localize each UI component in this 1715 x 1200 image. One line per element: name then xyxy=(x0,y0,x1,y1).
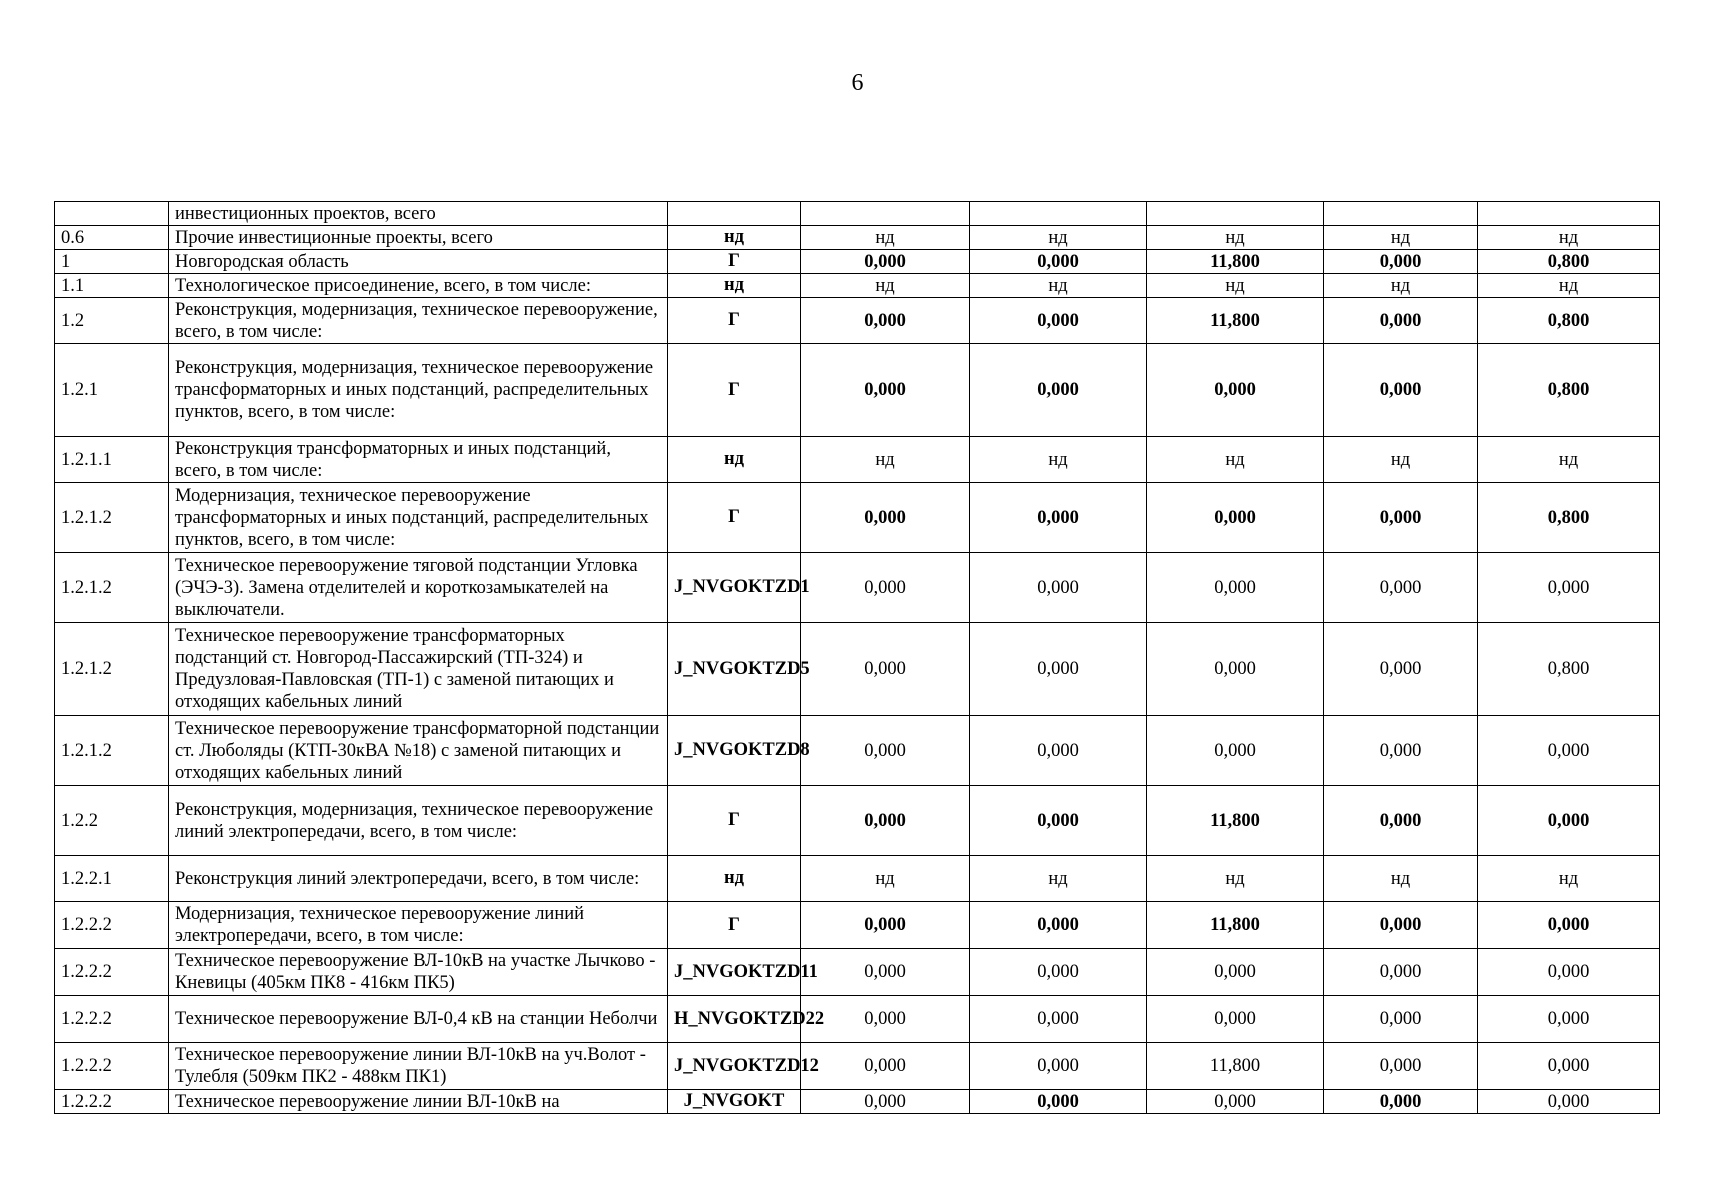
row-name-cell: Техническое перевооружение трансформаторных подстанций ст. Новгород-Пассажирский (ТП-324) и Предузловая-Павловская (ТП-1) с заменой питающих и отходящих кабельных линий xyxy=(169,623,668,716)
row-name-cell: Новгородская область xyxy=(169,250,668,274)
table-row xyxy=(55,274,1660,298)
row-value-cell: 0,000 xyxy=(1324,250,1478,274)
row-value-cell: 0,000 xyxy=(1147,483,1324,553)
row-value-cell: нд xyxy=(1478,226,1660,250)
table-body xyxy=(55,202,1660,1114)
row-value-cell: 0,000 xyxy=(1147,949,1324,996)
row-value-cell: 0,000 xyxy=(1478,1043,1660,1090)
row-value-cell: нд xyxy=(801,274,970,298)
row-value-cell: 0,000 xyxy=(1324,1043,1478,1090)
row-value-cell: 0,000 xyxy=(1324,344,1478,437)
row-value-cell: 0,000 xyxy=(970,623,1147,716)
row-value-cell xyxy=(801,202,970,226)
row-value-cell: нд xyxy=(801,226,970,250)
row-value-cell: нд xyxy=(970,226,1147,250)
row-value-cell xyxy=(1478,202,1660,226)
row-value-cell: 0,000 xyxy=(970,1043,1147,1090)
table-row xyxy=(55,226,1660,250)
row-value-cell: 0,000 xyxy=(970,996,1147,1043)
row-number-cell: 1.2.2.2 xyxy=(55,902,169,949)
row-number-cell: 0.6 xyxy=(55,226,169,250)
row-code-cell: J_NVGOKTZD1 xyxy=(668,553,801,623)
table-row xyxy=(55,856,1660,902)
table-row xyxy=(55,202,1660,226)
row-name-cell: Модернизация, техническое перевооружение трансформаторных и иных подстанций, распределительных пунктов, всего, в том числе: xyxy=(169,483,668,553)
row-value-cell: 0,000 xyxy=(1147,553,1324,623)
row-value-cell: 0,000 xyxy=(1478,553,1660,623)
row-value-cell: 0,000 xyxy=(1324,716,1478,786)
row-value-cell: нд xyxy=(1478,274,1660,298)
row-value-cell: 11,800 xyxy=(1147,786,1324,856)
row-value-cell: 0,000 xyxy=(1147,623,1324,716)
row-name-cell: инвестиционных проектов, всего xyxy=(169,202,668,226)
row-code-cell: нд xyxy=(668,226,801,250)
row-value-cell: нд xyxy=(1147,274,1324,298)
row-number-cell: 1.2 xyxy=(55,298,169,344)
row-name-cell: Реконструкция, модернизация, техническое перевооружение линий электропередачи, всего, в том числе: xyxy=(169,786,668,856)
table-row xyxy=(55,902,1660,949)
row-number-cell: 1.2.2.1 xyxy=(55,856,169,902)
row-value-cell: 0,000 xyxy=(1478,902,1660,949)
row-number-cell xyxy=(55,202,169,226)
row-number-cell: 1 xyxy=(55,250,169,274)
row-code-cell: Г xyxy=(668,786,801,856)
row-number-cell: 1.2.2.2 xyxy=(55,949,169,996)
row-number-cell: 1.2.1.2 xyxy=(55,623,169,716)
row-value-cell: 0,000 xyxy=(1478,786,1660,856)
row-name-cell: Прочие инвестиционные проекты, всего xyxy=(169,226,668,250)
row-name-cell: Модернизация, техническое перевооружение линий электропередачи, всего, в том числе: xyxy=(169,902,668,949)
row-code-cell: Г xyxy=(668,250,801,274)
row-number-cell: 1.2.1.2 xyxy=(55,553,169,623)
table-row xyxy=(55,483,1660,553)
row-value-cell: 11,800 xyxy=(1147,250,1324,274)
row-value-cell: 0,000 xyxy=(1324,298,1478,344)
row-number-cell: 1.2.2.2 xyxy=(55,1090,169,1114)
row-code-cell xyxy=(668,202,801,226)
row-value-cell: нд xyxy=(1324,274,1478,298)
row-value-cell: 0,000 xyxy=(1324,786,1478,856)
row-value-cell xyxy=(1324,202,1478,226)
row-code-cell: J_NVGOKT xyxy=(668,1090,801,1114)
row-value-cell: 0,000 xyxy=(1478,949,1660,996)
row-value-cell: 0,000 xyxy=(1324,902,1478,949)
table-row xyxy=(55,1043,1660,1090)
table-row xyxy=(55,553,1660,623)
row-code-cell: Г xyxy=(668,298,801,344)
row-value-cell: нд xyxy=(1147,856,1324,902)
row-value-cell: 0,000 xyxy=(970,786,1147,856)
row-value-cell: 0,000 xyxy=(1147,996,1324,1043)
table-row xyxy=(55,437,1660,483)
row-value-cell: 0,000 xyxy=(801,250,970,274)
row-value-cell: 0,000 xyxy=(1324,996,1478,1043)
table-row xyxy=(55,786,1660,856)
row-value-cell: 0,000 xyxy=(970,716,1147,786)
row-value-cell: 0,800 xyxy=(1478,623,1660,716)
row-name-cell: Техническое перевооружение трансформаторной подстанции ст. Люболяды (КТП-30кВА №18) с заменой питающих и отходящих кабельных линий xyxy=(169,716,668,786)
table-row xyxy=(55,623,1660,716)
row-value-cell: 0,000 xyxy=(801,949,970,996)
row-value-cell: нд xyxy=(970,274,1147,298)
row-value-cell: 0,800 xyxy=(1478,483,1660,553)
row-name-cell: Техническое перевооружение ВЛ-0,4 кВ на станции Неболчи xyxy=(169,996,668,1043)
row-number-cell: 1.2.2.2 xyxy=(55,1043,169,1090)
row-value-cell: нд xyxy=(970,437,1147,483)
row-code-cell: Г xyxy=(668,902,801,949)
row-value-cell: 0,000 xyxy=(1324,949,1478,996)
row-code-cell: J_NVGOKTZD11 xyxy=(668,949,801,996)
row-value-cell: 0,000 xyxy=(801,1090,970,1114)
row-value-cell: 0,000 xyxy=(1147,344,1324,437)
row-value-cell: 0,000 xyxy=(1478,996,1660,1043)
table-row xyxy=(55,250,1660,274)
row-name-cell: Реконструкция линий электропередачи, всего, в том числе: xyxy=(169,856,668,902)
row-value-cell: 0,000 xyxy=(1478,716,1660,786)
page-number: 6 xyxy=(851,70,864,96)
row-value-cell: 0,000 xyxy=(801,298,970,344)
table-row xyxy=(55,298,1660,344)
row-value-cell: 0,000 xyxy=(970,1090,1147,1114)
table-row xyxy=(55,949,1660,996)
row-value-cell: 0,000 xyxy=(970,298,1147,344)
row-value-cell: нд xyxy=(801,856,970,902)
row-name-cell: Техническое перевооружение тяговой подстанции Угловка (ЭЧЭ-3). Замена отделителей и короткозамыкателей на выключатели. xyxy=(169,553,668,623)
row-name-cell: Реконструкция, модернизация, техническое перевооружение трансформаторных и иных подстанций, распределительных пунктов, всего, в том числе: xyxy=(169,344,668,437)
row-value-cell: 0,800 xyxy=(1478,298,1660,344)
row-value-cell: 0,000 xyxy=(970,553,1147,623)
row-value-cell: 11,800 xyxy=(1147,1043,1324,1090)
row-code-cell: J_NVGOKTZD12 xyxy=(668,1043,801,1090)
row-value-cell: 0,000 xyxy=(970,483,1147,553)
row-value-cell: 0,000 xyxy=(801,996,970,1043)
row-code-cell: J_NVGOKTZD8 xyxy=(668,716,801,786)
row-code-cell: нд xyxy=(668,437,801,483)
row-name-cell: Техническое перевооружение линии ВЛ-10кВ на xyxy=(169,1090,668,1114)
row-number-cell: 1.2.2 xyxy=(55,786,169,856)
row-code-cell: Г xyxy=(668,483,801,553)
row-value-cell: 0,000 xyxy=(1478,1090,1660,1114)
row-value-cell: нд xyxy=(1478,437,1660,483)
row-value-cell: 0,000 xyxy=(801,553,970,623)
row-value-cell: 0,000 xyxy=(970,902,1147,949)
table-row xyxy=(55,716,1660,786)
row-value-cell: нд xyxy=(1147,226,1324,250)
row-code-cell: нд xyxy=(668,856,801,902)
table-row xyxy=(55,996,1660,1043)
row-code-cell: Г xyxy=(668,344,801,437)
row-value-cell: 0,000 xyxy=(1324,623,1478,716)
row-value-cell: 0,000 xyxy=(970,250,1147,274)
row-value-cell: 0,000 xyxy=(1147,1090,1324,1114)
row-code-cell: нд xyxy=(668,274,801,298)
row-value-cell: нд xyxy=(1324,856,1478,902)
row-value-cell: 0,000 xyxy=(801,786,970,856)
row-value-cell xyxy=(970,202,1147,226)
row-name-cell: Технологическое присоединение, всего, в том числе: xyxy=(169,274,668,298)
row-value-cell: нд xyxy=(1324,226,1478,250)
row-name-cell: Техническое перевооружение линии ВЛ-10кВ на уч.Волот - Тулебля (509км ПК2 - 488км ПК1) xyxy=(169,1043,668,1090)
table-row xyxy=(55,1090,1660,1114)
row-value-cell: нд xyxy=(970,856,1147,902)
row-value-cell: 0,000 xyxy=(1324,553,1478,623)
row-value-cell: 0,000 xyxy=(801,623,970,716)
row-value-cell: 0,000 xyxy=(801,902,970,949)
row-value-cell: 11,800 xyxy=(1147,298,1324,344)
row-value-cell: нд xyxy=(801,437,970,483)
row-value-cell: 0,000 xyxy=(801,716,970,786)
row-code-cell: J_NVGOKTZD5 xyxy=(668,623,801,716)
row-value-cell: нд xyxy=(1324,437,1478,483)
row-value-cell: 0,000 xyxy=(801,1043,970,1090)
row-value-cell: 0,800 xyxy=(1478,344,1660,437)
row-number-cell: 1.2.1.2 xyxy=(55,716,169,786)
row-code-cell: H_NVGOKTZD22 xyxy=(668,996,801,1043)
row-value-cell: 0,000 xyxy=(1147,716,1324,786)
row-name-cell: Техническое перевооружение ВЛ-10кВ на участке Лычково - Кневицы (405км ПК8 - 416км ПК5) xyxy=(169,949,668,996)
row-value-cell: 0,000 xyxy=(970,949,1147,996)
row-name-cell: Реконструкция, модернизация, техническое перевооружение, всего, в том числе: xyxy=(169,298,668,344)
row-number-cell: 1.2.1.1 xyxy=(55,437,169,483)
row-value-cell: 0,000 xyxy=(1324,483,1478,553)
row-value-cell: нд xyxy=(1147,437,1324,483)
row-number-cell: 1.2.1 xyxy=(55,344,169,437)
row-value-cell: 0,000 xyxy=(1324,1090,1478,1114)
row-number-cell: 1.1 xyxy=(55,274,169,298)
table-row xyxy=(55,344,1660,437)
row-value-cell: нд xyxy=(1478,856,1660,902)
row-number-cell: 1.2.2.2 xyxy=(55,996,169,1043)
row-value-cell: 0,000 xyxy=(970,344,1147,437)
investment-table xyxy=(54,201,1660,1114)
row-value-cell: 11,800 xyxy=(1147,902,1324,949)
row-value-cell: 0,000 xyxy=(801,483,970,553)
row-number-cell: 1.2.1.2 xyxy=(55,483,169,553)
row-value-cell xyxy=(1147,202,1324,226)
row-name-cell: Реконструкция трансформаторных и иных подстанций, всего, в том числе: xyxy=(169,437,668,483)
row-value-cell: 0,000 xyxy=(801,344,970,437)
row-value-cell: 0,800 xyxy=(1478,250,1660,274)
